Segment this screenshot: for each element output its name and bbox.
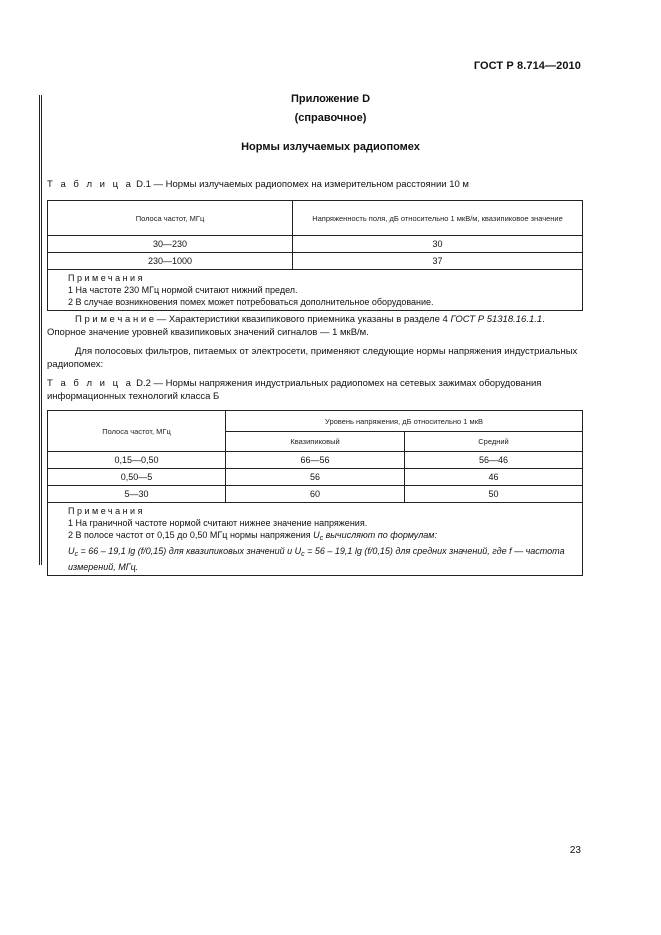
table-d1 (47, 200, 583, 311)
table2-qp: 56 (226, 469, 405, 486)
table2-band: 0,15—0,50 (48, 452, 226, 469)
table1-note-2: 2 В случае возникновения помех может потребоваться дополнительное оборудование. (68, 297, 434, 307)
table2-qp: 66—56 (226, 452, 405, 469)
table2-qp: 60 (226, 486, 405, 503)
table1-caption (47, 178, 469, 191)
table2-band: 0,50—5 (48, 469, 226, 486)
note2-symbol-sub: c (319, 535, 324, 542)
note-text-a: — Характеристики квазипикового приемника указаны в разделе 4 (154, 314, 451, 325)
note-label: П р и м е ч а н и е (75, 314, 155, 325)
annex-title: Приложение D (290, 93, 371, 105)
table2-avg: 50 (405, 486, 583, 503)
table1-value: 37 (293, 253, 583, 270)
table-row (48, 469, 583, 486)
note-standard-ref: ГОСТ Р 51318.16.1.1 (450, 314, 543, 325)
formula-symbol: U (68, 546, 75, 556)
table2-header-qp: Квазипиковый (226, 432, 405, 452)
note2-text-b: вычисляют по формулам: (323, 530, 437, 540)
annex-subtitle: (справочное) (294, 112, 367, 124)
table1-band: 230—1000 (48, 253, 293, 270)
formula-symbol-sub: c (74, 551, 78, 558)
note2-text-a: 2 В полосе частот от 0,15 до 0,50 МГц нормы напряжения (68, 530, 314, 540)
table2-band: 5—30 (48, 486, 226, 503)
formula-symbol-sub-2: c (301, 551, 305, 558)
table-row (48, 236, 583, 253)
table2-notes (48, 503, 583, 576)
table1-caption-prefix: Т а б л и ц а (47, 179, 134, 190)
table2-caption (47, 377, 583, 403)
table1-note-1: 1 На частоте 230 МГц нормой считают нижний предел. (68, 285, 298, 295)
table-d2 (47, 410, 583, 576)
table2-header-avg: Средний (405, 432, 583, 452)
page-number: 23 (569, 845, 581, 856)
note-after-table1 (47, 313, 583, 339)
formula-text-b: = 56 – 19,1 lg (f/0,15) для средних значений, где f — частота измерений, МГц. (68, 546, 565, 572)
table2-header-group: Уровень напряжения, дБ относительно 1 мкВ (226, 411, 583, 432)
table1-value: 30 (293, 236, 583, 253)
table1-header-field: Напряженность поля, дБ относительно 1 мкВ/м, квазипиковое значение (293, 201, 583, 236)
table1-caption-text: D.1 — Нормы излучаемых радиопомех на измерительном расстоянии 10 м (133, 179, 469, 190)
table-row (48, 486, 583, 503)
section-title: Нормы излучаемых радиопомех (241, 141, 420, 153)
table1-notes (48, 270, 583, 311)
table2-formula (48, 545, 578, 573)
note2-symbol: U (313, 530, 320, 540)
table1-header-band: Полоса частот, МГц (48, 201, 293, 236)
table2-caption-prefix: Т а б л и ц а (47, 378, 134, 389)
table2-avg: 56—46 (405, 452, 583, 469)
formula-symbol-2: U (294, 546, 302, 556)
table-row (48, 452, 583, 469)
table2-note-2 (68, 529, 578, 545)
document-code: ГОСТ Р 8.714—2010 (473, 60, 581, 72)
table2-header-band: Полоса частот, МГц (48, 411, 226, 452)
table2-note-1: 1 На граничной частоте нормой считают нижнее значение напряжения. (68, 518, 368, 528)
table2-notes-title: Примечания (68, 506, 145, 516)
formula-text-a: = 66 – 19,1 lg (f/0,15) для квазипиковых значений и (78, 546, 295, 556)
table-row (48, 253, 583, 270)
table1-notes-title: Примечания (68, 273, 145, 283)
body-paragraph: Для полосовых фильтров, питаемых от электросети, применяют следующие нормы напряжения индустриальных радиопомех: (47, 346, 578, 370)
change-bar (39, 95, 42, 565)
note-text-b: . Опорное значение уровней квазипиковых значений сигналов — 1 мкВ/м. (47, 314, 545, 338)
table2-avg: 46 (405, 469, 583, 486)
table2-caption-text: D.2 — Нормы напряжения индустриальных радиопомех на сетевых зажимах оборудования информационных технологий класса Б (47, 378, 542, 402)
table1-band: 30—230 (48, 236, 293, 253)
